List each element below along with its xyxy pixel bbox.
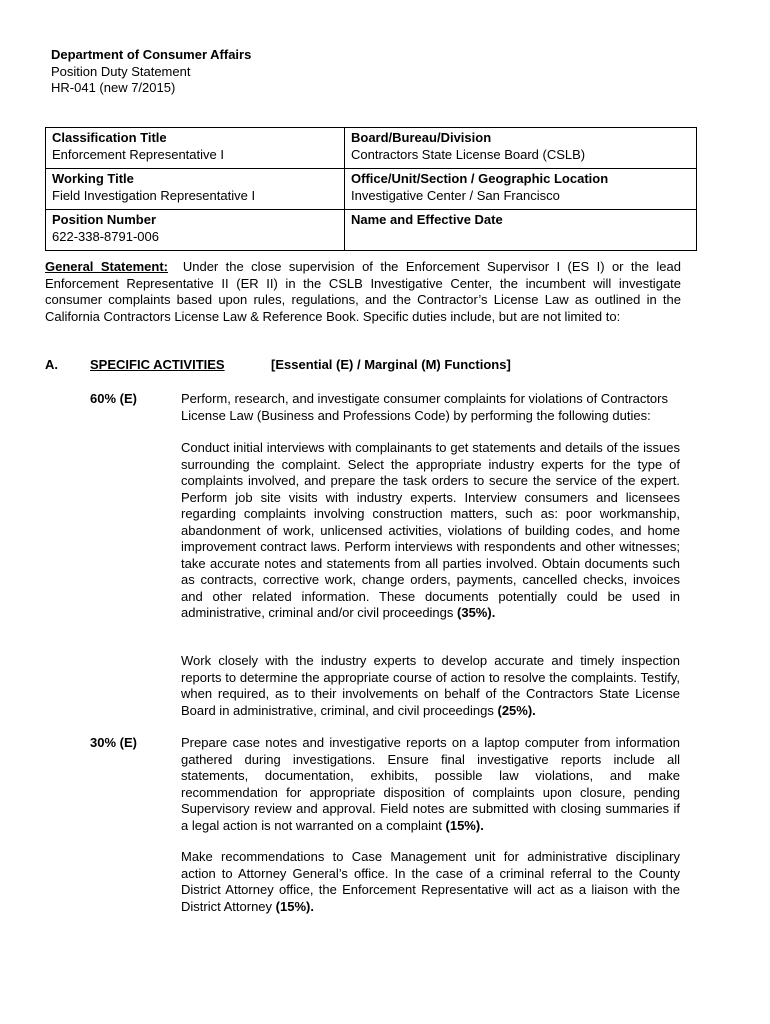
general-statement-text: Under the close supervision of the Enforcement Supervisor I (ES I) or the lead Enforcement Representative II (ER II) in the CSLB Investigative Center, the incumbent will investigate consumer complaints based upon rules, regulations, and the Contractor’s License Law as outlined in the California Contractors License Law & Reference Book. Specific duties include, but are not limited to: — [45, 259, 681, 324]
document-header — [51, 47, 251, 97]
general-statement-label: General Statement: — [45, 259, 169, 274]
classification-title-label: Classification Title — [52, 130, 167, 145]
document-type: Position Duty Statement — [51, 63, 191, 79]
duty-paragraph-percent: (15%). — [445, 817, 484, 833]
position-number-label: Position Number — [52, 212, 157, 227]
duty-paragraph-percent: (15%). — [275, 898, 314, 914]
duty-intro: Perform, research, and investigate consumer complaints for violations of Contractors License Law (Business and Professions Code) by performing the following duties: — [181, 391, 668, 423]
duty-percent: 30% (E) — [90, 735, 137, 750]
duty-percent: 60% (E) — [90, 391, 137, 406]
board-division-cell — [345, 128, 697, 169]
classification-title-cell — [46, 128, 345, 169]
table-row — [46, 210, 697, 251]
position-number-cell — [46, 210, 345, 251]
classification-title-value: Enforcement Representative I — [52, 146, 224, 162]
name-effective-date-label: Name and Effective Date — [351, 212, 503, 227]
position-info-table — [45, 127, 697, 251]
duty-paragraph-percent: (35%). — [457, 605, 496, 620]
duty-paragraph-text: Conduct initial interviews with complainants to get statements and details of the issues surrounding the complaint. Select the appropriate industry experts for the type of complaints involved, and prepare the task orders to secure the service of the expert. Perform job site visits with industry experts. Interview consumers and licensees regarding complaints involving construction matters, such as: poor workmanship, abandonment of work, unlicensed activities, violations of building codes, and home improvement contract laws. Perform interviews with respondents and other witnesses; take accurate notes and statements from all parties involved. Obtain documents such as contracts, corrective work, change orders, payments, cancelled checks, invoices and other related information. These documents potentially could be used in administrative, criminal and/or civil proceedings — [181, 440, 680, 620]
office-location-cell — [345, 169, 697, 210]
duty-paragraph — [181, 735, 680, 834]
working-title-label: Working Title — [52, 171, 134, 186]
form-number: HR-041 (new 7/2015) — [51, 80, 176, 95]
board-division-value: Contractors State License Board (CSLB) — [351, 146, 586, 162]
duty-paragraph-text: Make recommendations to Case Management unit for administrative disciplinary action to Attorney General’s office. In the case of a criminal referral to the County District Attorney office, the Enforcement Representative will act as a liaison with the District Attorney — [181, 849, 680, 914]
duty-paragraph — [181, 440, 680, 622]
office-location-label: Office/Unit/Section / Geographic Location — [351, 171, 609, 186]
general-statement — [45, 259, 681, 325]
section-letter: A. — [45, 357, 58, 372]
office-location-value: Investigative Center / San Francisco — [351, 187, 560, 203]
position-number-value: 622-338-8791-006 — [52, 228, 159, 244]
working-title-cell — [46, 169, 345, 210]
duty-paragraph-text: Work closely with the industry experts to develop accurate and timely inspection reports to determine the appropriate course of action to resolve the complaints. Testify, when required, as to their involvements on behalf of the Contractors State License Board in administrative, criminal, and civil proceedings — [181, 653, 680, 718]
table-row — [46, 128, 697, 169]
section-title: SPECIFIC ACTIVITIES — [90, 357, 225, 372]
duty-paragraph — [181, 653, 680, 719]
duty-paragraph-text: Prepare case notes and investigative reports on a laptop computer from information gathered during investigations. Ensure final investigative reports include all statements, documentation, exhibits, possible law violations, and make recommendation for appropriate disposition of complaints upon closure, pending Supervisory review and approval. Field notes are submitted with closing summaries if a legal action is not warranted on a complaint — [181, 735, 680, 833]
board-division-label: Board/Bureau/Division — [351, 130, 492, 145]
duty-paragraph-percent: (25%). — [497, 702, 536, 718]
functions-label: [Essential (E) / Marginal (M) Functions] — [271, 357, 511, 372]
department-name: Department of Consumer Affairs — [51, 47, 252, 62]
duty-paragraph — [181, 849, 680, 915]
table-row — [46, 169, 697, 210]
name-effective-date-cell — [345, 210, 697, 251]
working-title-value: Field Investigation Representative I — [52, 187, 256, 203]
